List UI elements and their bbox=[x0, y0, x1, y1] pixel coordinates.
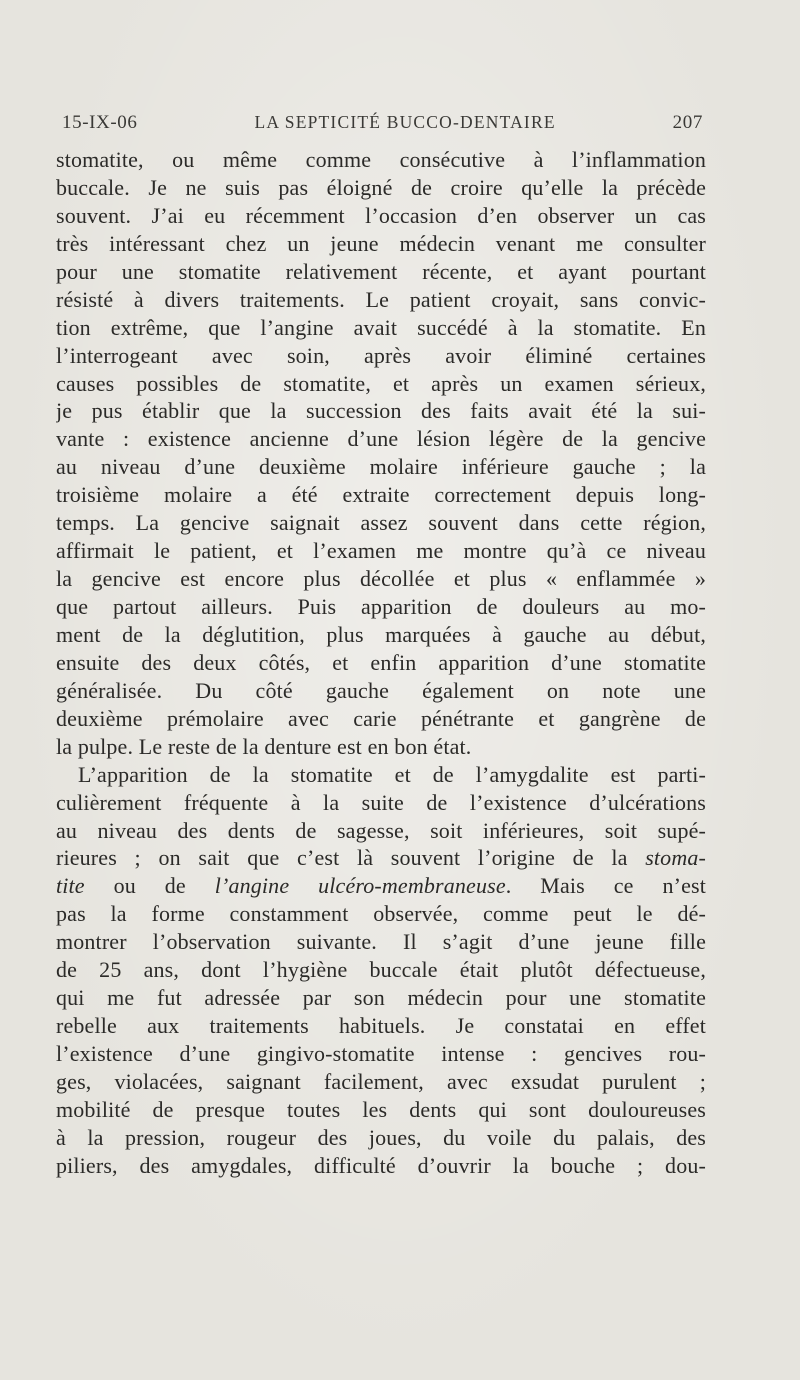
line-text: rebelle aux traitements habituels. Je constatai en effet bbox=[56, 1013, 706, 1039]
text-line bbox=[56, 509, 706, 537]
line-text: l’interrogeant avec soin, après avoir éliminé certaines bbox=[56, 342, 706, 368]
line-text: ou de bbox=[84, 873, 215, 899]
line-text: qui me fut adressée par son médecin pour une stomatite bbox=[56, 985, 706, 1011]
text-line bbox=[56, 453, 706, 481]
italic-text: tite bbox=[56, 873, 85, 899]
text-line bbox=[56, 481, 706, 509]
text-line bbox=[56, 872, 706, 900]
line-text: que partout ailleurs. Puis apparition de douleurs au mo- bbox=[56, 594, 706, 619]
text-line bbox=[56, 1096, 706, 1124]
text-line bbox=[56, 1040, 706, 1068]
text-line bbox=[56, 844, 706, 872]
running-header bbox=[62, 112, 703, 134]
header-date: 15-IX-06 bbox=[62, 112, 138, 133]
text-line bbox=[56, 705, 706, 733]
body-text bbox=[56, 146, 706, 1180]
line-text: ges, violacées, saignant facilement, avec exsudat purulent ; bbox=[56, 1068, 706, 1094]
text-line bbox=[56, 1068, 706, 1096]
line-text: l’existence d’une gingivo-stomatite intense : gencives rou- bbox=[56, 1041, 706, 1066]
line-text: au niveau d’une deuxième molaire inférieure gauche ; la bbox=[56, 454, 706, 480]
line-text: temps. La gencive saignait assez souvent dans cette région, bbox=[56, 510, 706, 536]
text-line bbox=[56, 1012, 706, 1040]
text-line bbox=[56, 928, 706, 956]
text-line bbox=[56, 370, 706, 398]
line-text: la gencive est encore plus décollée et plus « enflammée » bbox=[56, 566, 706, 592]
text-line bbox=[56, 984, 706, 1012]
text-line bbox=[56, 258, 706, 286]
italic-text: l’angine ulcéro-membraneuse bbox=[214, 873, 506, 899]
line-text: deuxième prémolaire avec carie pénétrante et gangrène de bbox=[56, 705, 706, 731]
text-line bbox=[56, 1152, 706, 1180]
line-text: ensuite des deux côtés, et enfin apparition d’une stomatite bbox=[56, 649, 706, 675]
line-text: au niveau des dents de sagesse, soit inférieures, soit supé- bbox=[56, 817, 706, 843]
text-line bbox=[56, 761, 706, 789]
line-text: piliers, des amygdales, difficulté d’ouvrir la bouche ; dou- bbox=[56, 1152, 706, 1178]
line-text: la pulpe. Le reste de la denture est en bon état. bbox=[56, 733, 472, 759]
line-text: pas la forme constamment observée, comme peut le dé- bbox=[56, 901, 706, 927]
line-text: affirmait le patient, et l’examen me montre qu’à ce niveau bbox=[56, 538, 706, 564]
line-text: rieures ; on sait que c’est là souvent l’origine de la bbox=[56, 845, 646, 871]
text-line bbox=[56, 565, 706, 593]
text-line bbox=[56, 1124, 706, 1152]
line-text: buccale. Je ne suis pas éloigné de croire qu’elle la précède bbox=[56, 174, 706, 200]
line-text: causes possibles de stomatite, et après un examen sérieux, bbox=[56, 370, 706, 396]
text-line bbox=[56, 342, 706, 370]
line-text: . Mais ce n’est bbox=[505, 873, 706, 899]
text-line bbox=[56, 314, 706, 342]
text-line bbox=[56, 174, 706, 202]
line-text: de 25 ans, dont l’hygiène buccale était plutôt défectueuse, bbox=[56, 957, 706, 983]
line-text: résisté à divers traitements. Le patient croyait, sans convic- bbox=[56, 286, 706, 312]
line-text: à la pression, rougeur des joues, du voile du palais, des bbox=[56, 1124, 706, 1150]
page-number: 207 bbox=[672, 112, 703, 133]
line-text: ment de la déglutition, plus marquées à gauche au début, bbox=[56, 621, 706, 647]
text-line bbox=[56, 900, 706, 928]
text-line bbox=[56, 230, 706, 258]
line-text: généralisée. Du côté gauche également on note une bbox=[56, 677, 706, 703]
line-text: L’apparition de la stomatite et de l’amygdalite est parti- bbox=[78, 761, 706, 787]
line-text: culièrement fréquente à la suite de l’existence d’ulcérations bbox=[56, 789, 706, 815]
line-text: stomatite, ou même comme consécutive à l’inflammation bbox=[56, 147, 706, 172]
text-line bbox=[56, 677, 706, 705]
line-text: troisième molaire a été extraite correctement depuis long- bbox=[56, 482, 706, 508]
text-line bbox=[56, 202, 706, 230]
line-text: montrer l’observation suivante. Il s’agit d’une jeune fille bbox=[56, 929, 706, 955]
line-text: souvent. J’ai eu récemment l’occasion d’en observer un cas bbox=[56, 202, 706, 228]
text-line bbox=[56, 593, 706, 621]
header-title: LA SEPTICITÉ BUCCO-DENTAIRE bbox=[254, 112, 556, 132]
text-line bbox=[56, 649, 706, 677]
line-text: pour une stomatite relativement récente, et ayant pourtant bbox=[56, 258, 706, 284]
italic-text: stoma- bbox=[645, 845, 706, 871]
text-line bbox=[56, 537, 706, 565]
text-line bbox=[56, 789, 706, 817]
text-line bbox=[56, 425, 706, 453]
text-line bbox=[56, 397, 706, 425]
text-line bbox=[56, 817, 706, 845]
line-text: je pus établir que la succession des faits avait été la sui- bbox=[56, 398, 706, 424]
text-line bbox=[56, 956, 706, 984]
text-line bbox=[56, 733, 706, 761]
text-line bbox=[56, 621, 706, 649]
text-line bbox=[56, 286, 706, 314]
line-text: tion extrême, que l’angine avait succédé à la stomatite. En bbox=[56, 314, 706, 340]
text-line bbox=[56, 146, 706, 174]
line-text: vante : existence ancienne d’une lésion légère de la gencive bbox=[56, 426, 706, 452]
line-text: très intéressant chez un jeune médecin venant me consulter bbox=[56, 230, 706, 256]
line-text: mobilité de presque toutes les dents qui sont douloureuses bbox=[56, 1096, 706, 1122]
